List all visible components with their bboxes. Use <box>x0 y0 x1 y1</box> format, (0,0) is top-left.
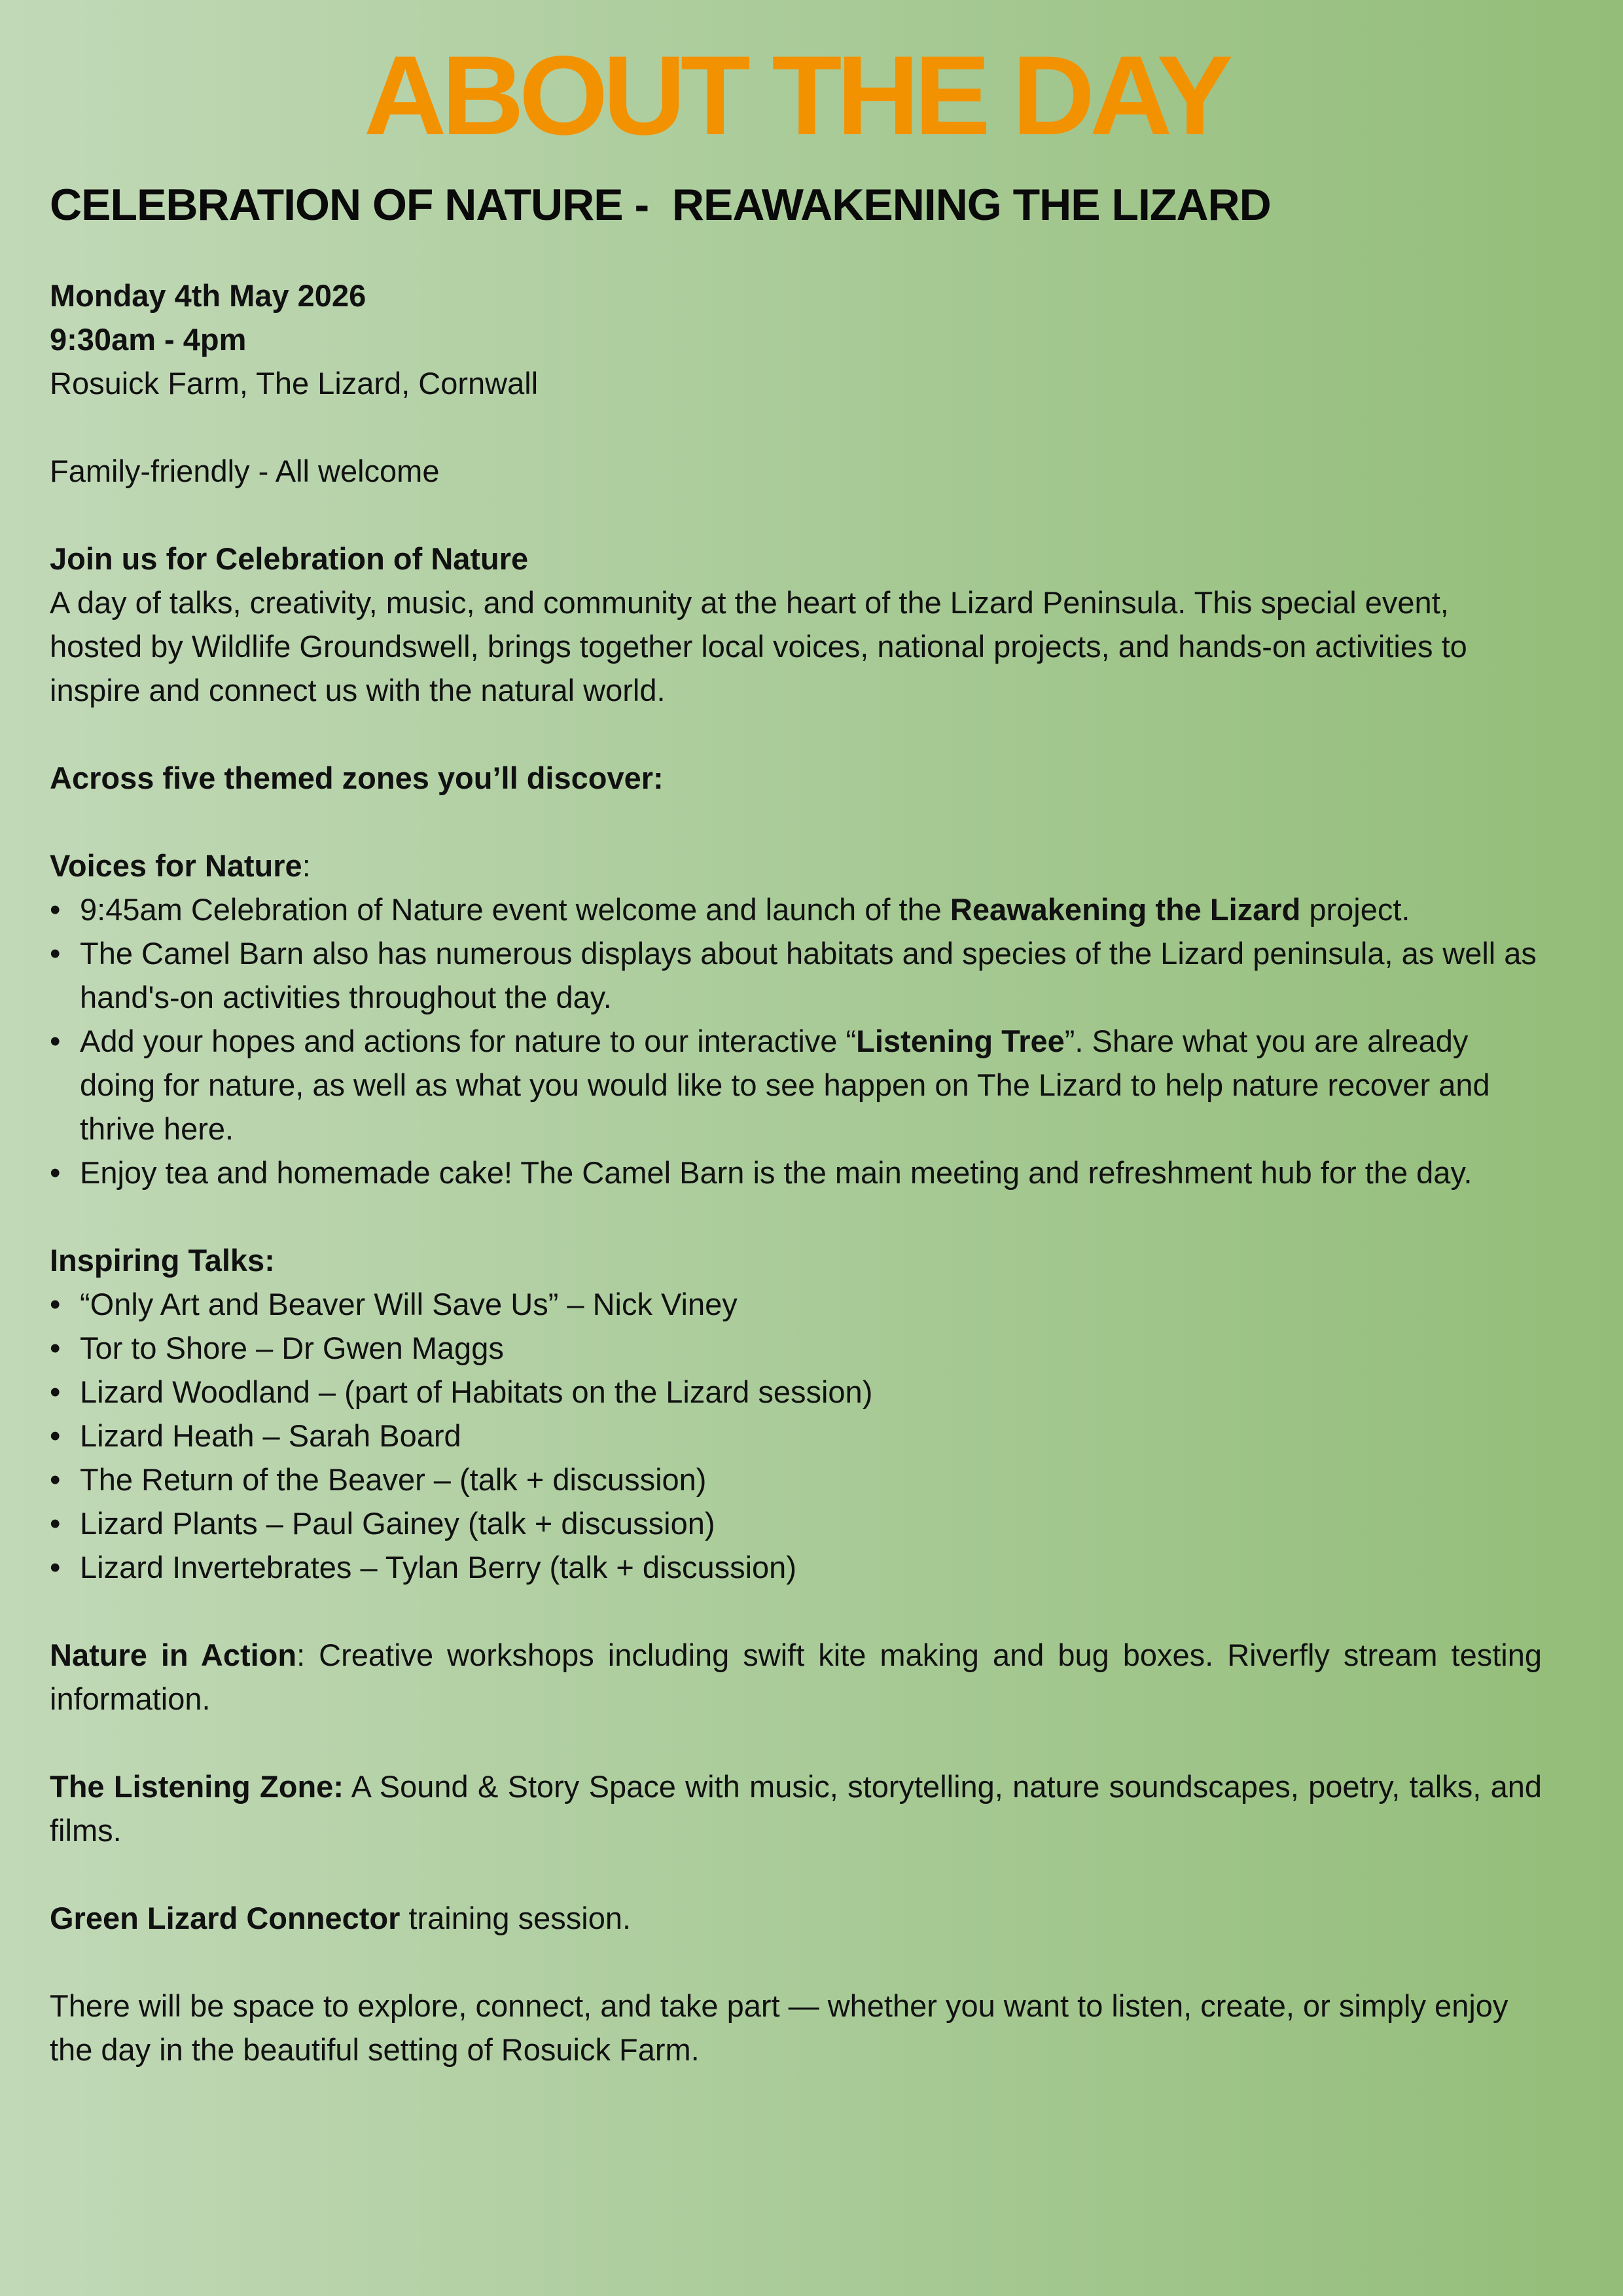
intro-text: A day of talks, creativity, music, and community at the heart of the Lizard Peninsula. This special event, hosted by Wildlife Groundswell, brings together local voices, national projects, and hands-on activities to inspire and connect us with the natural world. <box>50 585 1467 708</box>
voices-colon: : <box>302 848 311 884</box>
listening-zone-section <box>50 1765 1542 1852</box>
talks-list <box>50 1282 1542 1589</box>
list-item: • Tor to Shore – Dr Gwen Maggs <box>50 1326 1542 1370</box>
nature-in-action-text: : Creative workshops including swift kite making and bug boxes. Riverfly stream testing information. <box>50 1638 1542 1717</box>
list-item <box>50 888 1542 931</box>
event-details <box>50 274 1542 2072</box>
connector-heading: Green Lizard Connector <box>50 1901 401 1936</box>
nature-in-action-heading: Nature in Action <box>50 1638 297 1673</box>
list-item: • The Camel Barn also has numerous displays about habitats and species of the Lizard peninsula, as well as hand's-on activities throughout the day. <box>50 931 1542 1019</box>
project-name: Reawakening the Lizard <box>950 892 1301 927</box>
voices-item1-text: 9:45am Celebration of Nature event welcome and launch of the <box>80 892 950 927</box>
voices-item3-text: Add your hopes and actions for nature to our interactive “ <box>80 1024 857 1059</box>
event-subtitle: CELEBRATION OF NATURE - REAWAKENING THE LIZARD <box>50 180 1271 230</box>
list-item: • Lizard Woodland – (part of Habitats on the Lizard session) <box>50 1370 1542 1414</box>
list-item <box>50 1019 1542 1151</box>
voices-section <box>50 844 1542 888</box>
voices-list <box>50 888 1542 1194</box>
event-location: Rosuick Farm, The Lizard, Cornwall <box>50 366 539 401</box>
zones-heading: Across five themed zones you’ll discover: <box>50 761 664 796</box>
event-date: Monday 4th May 2026 <box>50 278 366 314</box>
connector-text: training session. <box>400 1901 632 1936</box>
event-audience: Family-friendly - All welcome <box>50 454 440 489</box>
intro-heading: Join us for Celebration of Nature <box>50 541 529 577</box>
list-item: • Lizard Heath – Sarah Board <box>50 1414 1542 1458</box>
listening-zone-heading: The Listening Zone: <box>50 1769 344 1804</box>
event-time: 9:30am - 4pm <box>50 322 247 357</box>
listening-zone-text: A Sound & Story Space with music, storytelling, nature soundscapes, poetry, talks, and films. <box>50 1769 1542 1848</box>
list-item: • Enjoy tea and homemade cake! The Camel Barn is the main meeting and refreshment hub for the day. <box>50 1151 1542 1194</box>
talks-heading: Inspiring Talks: <box>50 1243 275 1278</box>
list-item: • Lizard Plants – Paul Gainey (talk + discussion) <box>50 1501 1542 1545</box>
nature-in-action-section <box>50 1633 1542 1721</box>
page-title: ABOUT THE DAY <box>363 33 1228 158</box>
list-item: • The Return of the Beaver – (talk + discussion) <box>50 1458 1542 1501</box>
listening-tree-name: Listening Tree <box>856 1024 1065 1059</box>
voices-item3-end: ”. Share what you are already doing for nature, as well as what you would like to see happen on The Lizard to help nature recover and thrive here. <box>80 1024 1490 1147</box>
list-item: • “Only Art and Beaver Will Save Us” – Nick Viney <box>50 1282 1542 1326</box>
voices-item1-end: project. <box>1300 892 1410 927</box>
connector-section <box>50 1896 1542 1940</box>
closing-text: There will be space to explore, connect, and take part — whether you want to listen, create, or simply enjoy the day in the beautiful setting of Rosuick Farm. <box>50 1988 1508 2068</box>
list-item: • Lizard Invertebrates – Tylan Berry (talk + discussion) <box>50 1545 1542 1589</box>
voices-heading: Voices for Nature <box>50 848 302 884</box>
